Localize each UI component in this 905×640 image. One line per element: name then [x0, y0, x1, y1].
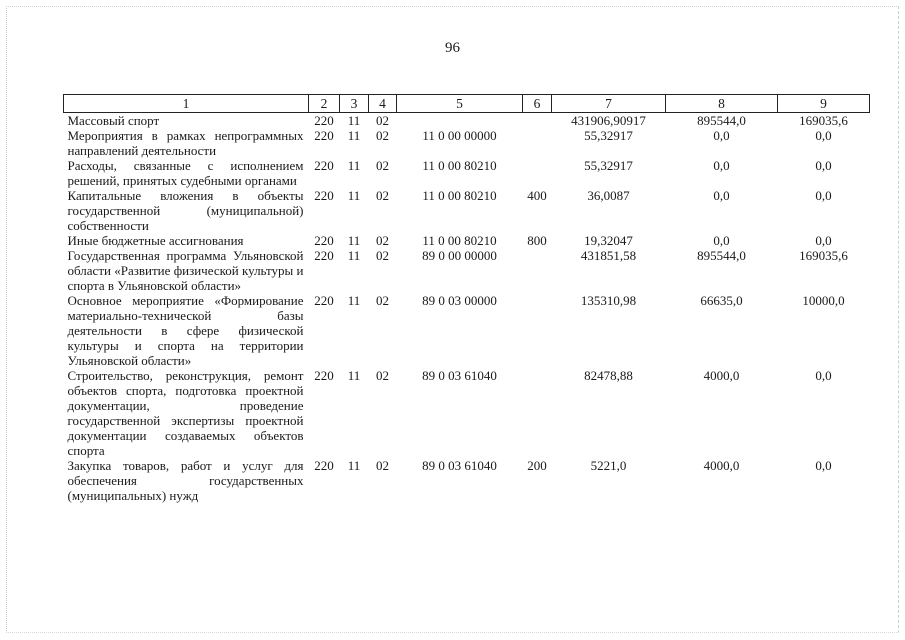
budget-table: [63, 94, 870, 503]
cell-subsection: 02: [376, 248, 389, 263]
cell-admin: 220: [314, 128, 334, 143]
cell-section: 11: [347, 128, 361, 143]
cell-value-7: 19,32047: [584, 233, 633, 248]
row-name: Мероприятия в рамках непрограммных направлений деятельности: [67, 128, 304, 158]
cell-section: 11: [347, 188, 361, 203]
table-row: [64, 188, 870, 233]
table-row: [64, 128, 870, 158]
table-row: [64, 113, 870, 129]
column-header: 1: [64, 95, 309, 113]
row-name: Массовый спорт: [67, 113, 160, 128]
cell-subsection: 02: [376, 233, 389, 248]
cell-value-8: 0,0: [713, 188, 730, 203]
cell-expense-type: [523, 128, 552, 158]
cell-subsection: 02: [376, 158, 389, 173]
cell-value-9: 0,0: [815, 368, 832, 383]
cell-admin: 220: [314, 293, 334, 308]
cell-value-7: 55,32917: [584, 158, 633, 173]
cell-value-7: 5221,0: [590, 458, 627, 473]
cell-admin: 220: [314, 188, 334, 203]
cell-subsection: 02: [376, 293, 389, 308]
cell-value-7: 135310,98: [580, 293, 637, 308]
row-name: Основное мероприятие «Формирование материально-технической базы деятельности в сфере физической культуры и спорта на территории Ульяновской области»: [67, 293, 304, 368]
row-name: Государственная программа Ульяновской области «Развитие физической культуры и спорта в Ульяновской области»: [67, 248, 304, 293]
table-row: [64, 458, 870, 503]
column-header: 5: [397, 95, 523, 113]
cell-value-9: 10000,0: [802, 293, 845, 308]
cell-value-8: 895544,0: [697, 113, 746, 128]
cell-admin: 220: [314, 158, 334, 173]
cell-value-8: 0,0: [713, 233, 730, 248]
cell-value-7: 431851,58: [580, 248, 637, 263]
cell-target: 11 0 00 80210: [422, 188, 497, 203]
row-name: Строительство, реконструкция, ремонт объектов спорта, подготовка проектной документации, проведение государственной экспертизы проектной документации создаваемых объектов спорта: [67, 368, 304, 458]
column-header: 4: [369, 95, 397, 113]
cell-subsection: 02: [376, 113, 389, 128]
cell-expense-type: 800: [527, 233, 547, 248]
cell-value-9: 0,0: [815, 188, 832, 203]
cell-target: 89 0 03 61040: [422, 368, 497, 383]
cell-expense-type: 400: [527, 188, 547, 203]
cell-admin: 220: [314, 458, 334, 473]
cell-target: 11 0 00 80210: [422, 233, 497, 248]
cell-expense-type: [523, 293, 552, 368]
cell-expense-type: [523, 113, 552, 129]
column-header: 7: [552, 95, 666, 113]
cell-value-7: 431906,90917: [571, 113, 646, 128]
header-row: [64, 95, 870, 113]
cell-value-7: 55,32917: [584, 128, 633, 143]
cell-target: 11 0 00 00000: [422, 128, 497, 143]
cell-subsection: 02: [376, 188, 389, 203]
cell-expense-type: [523, 368, 552, 458]
cell-value-9: 0,0: [815, 233, 832, 248]
cell-value-8: 0,0: [713, 128, 730, 143]
cell-expense-type: [523, 248, 552, 293]
cell-value-8: 0,0: [713, 158, 730, 173]
cell-section: 11: [347, 248, 361, 263]
column-header: 9: [778, 95, 870, 113]
table-row: [64, 158, 870, 188]
table-row: [64, 233, 870, 248]
row-name: Закупка товаров, работ и услуг для обеспечения государственных (муниципальных) нужд: [67, 458, 304, 503]
cell-section: 11: [347, 293, 361, 308]
cell-admin: 220: [314, 248, 334, 263]
cell-admin: 220: [314, 113, 334, 128]
cell-target: 11 0 00 80210: [422, 158, 497, 173]
cell-admin: 220: [314, 233, 334, 248]
cell-target: [397, 113, 523, 129]
cell-subsection: 02: [376, 458, 389, 473]
column-header: 3: [340, 95, 369, 113]
cell-value-9: 0,0: [815, 128, 832, 143]
column-header: 6: [523, 95, 552, 113]
cell-section: 11: [347, 233, 361, 248]
cell-admin: 220: [314, 368, 334, 383]
cell-section: 11: [347, 113, 361, 128]
table-row: [64, 248, 870, 293]
cell-subsection: 02: [376, 128, 389, 143]
cell-value-9: 0,0: [815, 158, 832, 173]
page-number: 96: [445, 40, 460, 56]
cell-expense-type: [523, 158, 552, 188]
row-name: Расходы, связанные с исполнением решений, принятых судебными органами: [67, 158, 304, 188]
cell-section: 11: [347, 368, 361, 383]
cell-target: 89 0 03 00000: [422, 293, 497, 308]
table-row: [64, 293, 870, 368]
cell-target: 89 0 00 00000: [422, 248, 497, 263]
row-name: Капитальные вложения в объекты государственной (муниципальной) собственности: [67, 188, 304, 233]
column-header: 2: [309, 95, 340, 113]
cell-value-9: 169035,6: [799, 248, 848, 263]
cell-value-9: 0,0: [815, 458, 832, 473]
column-header: 8: [666, 95, 778, 113]
cell-section: 11: [347, 158, 361, 173]
table-row: [64, 368, 870, 458]
cell-expense-type: 200: [527, 458, 547, 473]
cell-subsection: 02: [376, 368, 389, 383]
cell-value-7: 82478,88: [584, 368, 633, 383]
cell-section: 11: [347, 458, 361, 473]
cell-target: 89 0 03 61040: [422, 458, 497, 473]
cell-value-7: 36,0087: [587, 188, 630, 203]
cell-value-8: 66635,0: [700, 293, 743, 308]
cell-value-8: 4000,0: [703, 368, 740, 383]
cell-value-8: 895544,0: [697, 248, 746, 263]
row-name: Иные бюджетные ассигнования: [67, 233, 244, 248]
cell-value-8: 4000,0: [703, 458, 740, 473]
cell-value-9: 169035,6: [799, 113, 848, 128]
